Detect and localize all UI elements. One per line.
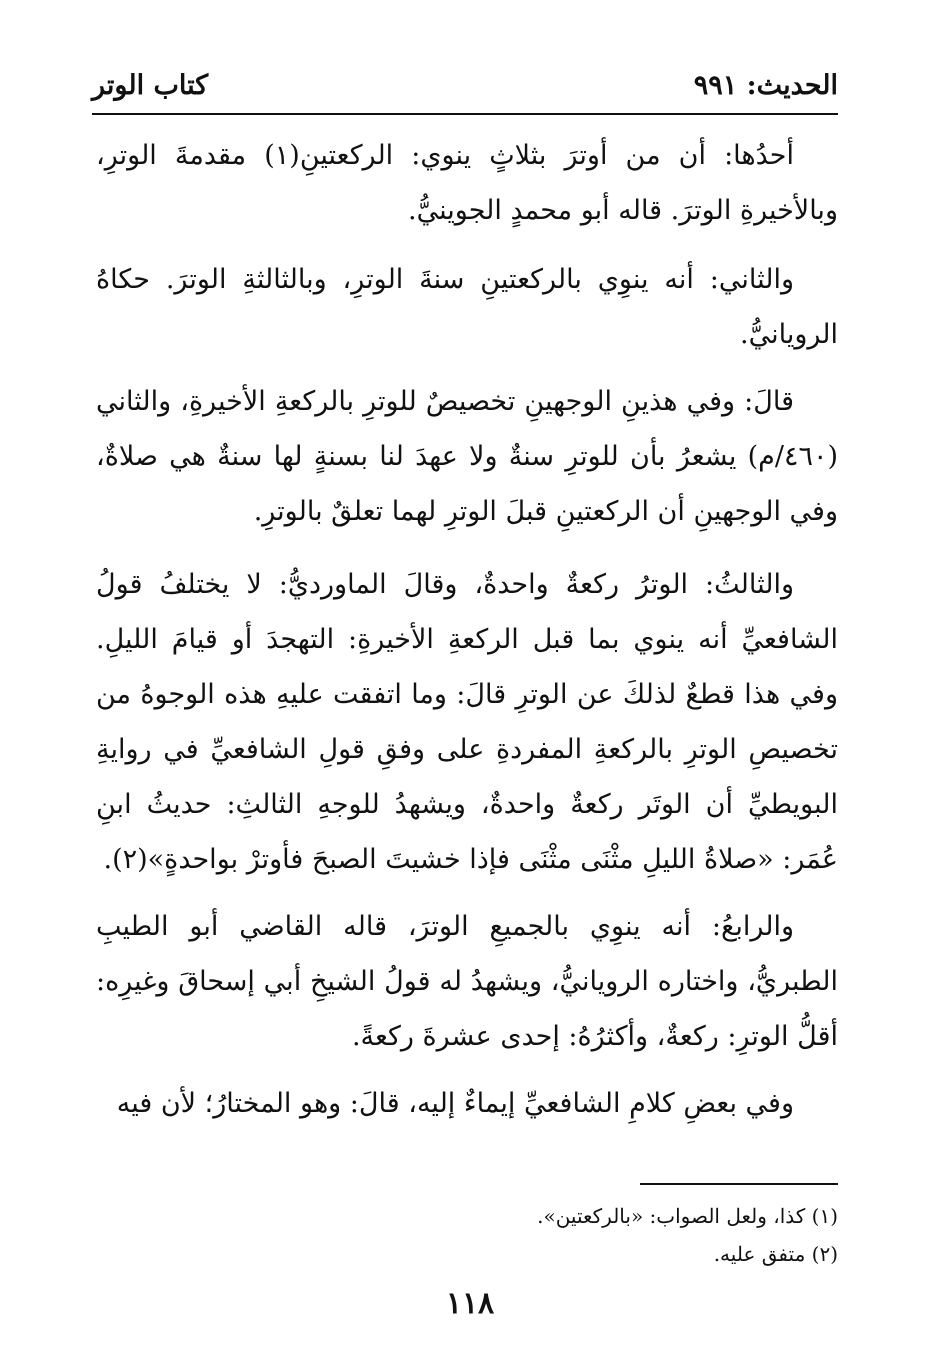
page-number: ١١٨ — [445, 1286, 495, 1321]
paragraph-fourth-view: والرابعُ: أنه ينوِي بالجميعِ الوترَ، قاله القاضي أبو الطيبِ الطبريُّ، واختاره الرويانيُّ، ويشهدُ له قولُ الشيخِ أبي إسحاقَ وغيرِه: أقلُّ الوترِ: ركعةٌ، وأكثرُهُ: إحدى عشرةَ ركعةً. — [96, 911, 838, 1052]
main-text — [96, 128, 838, 1143]
hadith-number-label: الحديث: ٩٩١ — [693, 70, 838, 101]
header-divider — [92, 113, 838, 115]
footnote-1: (١) كذا، ولعل الصواب: «بالركعتين». — [537, 1204, 838, 1228]
paragraph-second-view: والثاني: أنه ينوِي بالركعتينِ سنةَ الوترِ، وبالثالثةِ الوترَ. حكاهُ الرويانيُّ. — [96, 264, 838, 350]
book-title: كتاب الوتر — [92, 70, 209, 101]
running-header — [92, 66, 838, 106]
paragraph-third-view: والثالثُ: الوترُ ركعةٌ واحدةٌ، وقالَ الماورديُّ: لا يختلفُ قولُ الشافعيِّ أنه ينوي بما قبل الركعةِ الأخيرةِ: التهجدَ أو قيامَ الليلِ. وفي هذا قطعٌ لذلكَ عن الوترِ قالَ: وما اتفقت عليهِ هذه الوجوهُ من تخصيصِ الوترِ بالركعةِ المفردةِ على وفقِ قولِ الشافعيِّ في روايةِ البويطيِّ أن الوتَر ركعةٌ واحدةٌ، ويشهدُ للوجهِ الثالثِ: حديثُ ابنِ عُمَر: «صلاةُ الليلِ مثْنَى مثْنَى فإذا خشيتَ الصبحَ فأوترْ بواحدةٍ»(٢). — [96, 569, 838, 875]
paragraph-continuation: وفي بعضِ كلامِ الشافعيِّ إيماءٌ إليه، قالَ: وهو المختارُ؛ لأن فيه — [116, 1088, 794, 1119]
footnote-2: (٢) متفق عليه. — [713, 1242, 838, 1266]
paragraph-first-view: أحدُها: أن من أوترَ بثلاثٍ ينوي: الركعتينِ(١) مقدمةَ الوترِ، وبالأخيرةِ الوترَ. قاله أبو محمدٍ الجوينيُّ. — [96, 140, 838, 226]
footnotes — [238, 1197, 838, 1273]
footnote-divider — [640, 1183, 838, 1185]
paragraph-commentary: قالَ: وفي هذينِ الوجهينِ تخصيصٌ للوترِ بالركعةِ الأخيرةِ، والثاني (٤٦٠/م) يشعرُ بأن للوترِ سنةٌ ولا عهدَ لنا بسنةٍ لها سنةٌ هي صلاةٌ، وفي الوجهينِ أن الركعتينِ قبلَ الوترِ لهما تعلقٌ بالوترِ. — [96, 386, 838, 527]
